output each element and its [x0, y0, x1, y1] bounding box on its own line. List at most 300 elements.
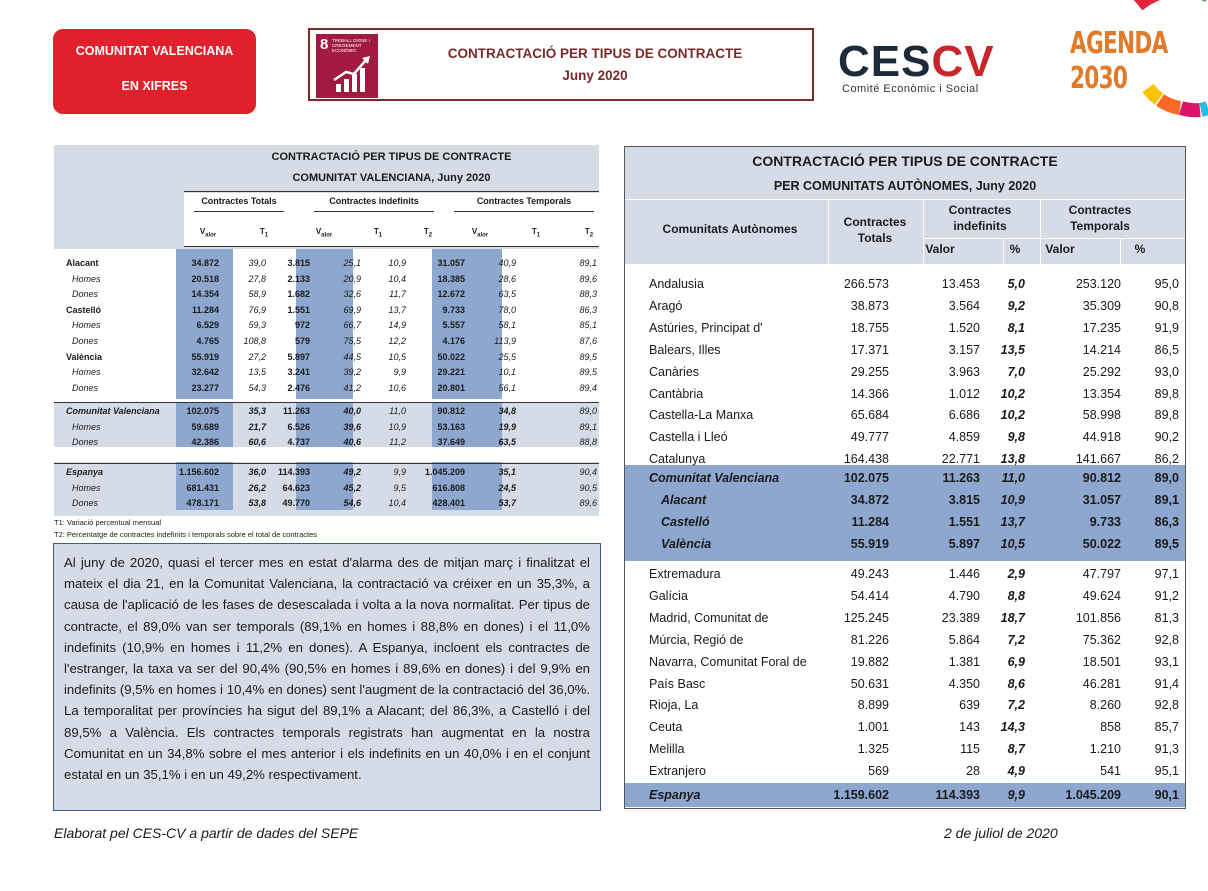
cell-tot: 8.899: [857, 698, 889, 713]
cell-ip: 8,7: [1007, 742, 1025, 757]
cell-tv: 541: [1100, 764, 1121, 779]
cell-iv: 1.520: [948, 320, 980, 335]
header-rule-bottom: [184, 246, 599, 247]
region-row: [625, 738, 1185, 760]
sdg-number: 8: [320, 36, 329, 53]
table-cell: 616.808: [432, 482, 465, 493]
cell-ip: 11,0: [1001, 471, 1025, 485]
cell-tv: 13.354: [1082, 386, 1121, 401]
table-cell: 9,5: [393, 482, 406, 493]
table-cell: 14.354: [191, 289, 219, 300]
report-title: CONTRACTACIÓ PER TIPUS DE CONTRACTE: [447, 46, 743, 61]
row-label: Dones: [72, 382, 99, 393]
cell-iv: 4.790: [948, 588, 980, 603]
table-cell: 25,5: [498, 351, 516, 362]
table-cell: 59.689: [191, 421, 219, 432]
table-cell: 5.557: [442, 320, 465, 331]
cell-iv: 3.963: [948, 364, 980, 379]
col-total: Contractes Totals: [843, 215, 907, 245]
table-cell: 5.897: [287, 351, 310, 362]
cell-ip: 4,9: [1007, 764, 1025, 779]
table-cell: 4.737: [287, 437, 310, 448]
table-cell: 40,6: [343, 437, 361, 448]
table-cell: 55.919: [191, 351, 219, 362]
group-rule: [194, 211, 284, 212]
column-header: $T_2$: [584, 227, 594, 239]
section-gap: [54, 447, 599, 462]
cell-name: Extranjero: [649, 764, 706, 779]
cell-name: Cantàbria: [649, 386, 704, 401]
cell-tp: 81,3: [1154, 610, 1179, 625]
cell-tot: 164.438: [843, 452, 889, 467]
table-cell: 9.733: [442, 304, 465, 315]
table-cell: 40,9: [498, 258, 516, 268]
table-cell: 89,0: [579, 406, 597, 416]
row-label: València: [66, 351, 103, 362]
regions-column-headers: [625, 200, 1185, 264]
table-cell: 86,3: [579, 304, 597, 315]
table-cell: 69,9: [343, 304, 361, 315]
cell-name: Aragó: [649, 298, 683, 313]
cell-tv: 44.918: [1082, 430, 1121, 445]
cell-tv: 14.214: [1082, 342, 1121, 357]
table-cell: 64.623: [282, 482, 310, 493]
table-cell: 23.277: [191, 382, 219, 393]
cell-tv: 49.624: [1082, 588, 1121, 603]
brand-subtitle: EN XIFRES: [121, 79, 188, 93]
region-row: [625, 716, 1185, 738]
table-cell: 89,1: [579, 421, 597, 432]
table-cell: 89,1: [579, 258, 597, 268]
table-cell: 10,9: [388, 421, 406, 432]
cell-tp: 90,8: [1154, 298, 1179, 313]
cell-iv: 639: [959, 698, 980, 713]
cell-iv: 114.393: [935, 788, 980, 802]
row-label: Dones: [72, 289, 99, 300]
table-cell: 53.163: [437, 421, 465, 432]
cell-ip: 7,2: [1007, 698, 1025, 713]
cell-ip: 8,1: [1007, 320, 1025, 335]
cescv-logo-subtitle: Comité Econòmic i Social: [842, 83, 979, 95]
cell-name: Ceuta: [649, 720, 683, 735]
table-cell: 428.401: [432, 498, 465, 509]
summary-text: Al juny de 2020, quasi el tercer mes en estat d'alarma des de mitjan març i finalitzat el mateix el dia 21, en la Comunitat Valenciana, la contractació va créixer en un 35,3%, a causa de l'aplicació de les fases de desescalada i volta a la nova normalitat. Per tipus de contracte, el 89,0% van ser temporals (89,1% en homes i 88,8% en dones) i el 11,0% indefinits (10,9% en homes i 11,2% en dones). A Espanya, incloent els contractes de l'estranger, la taxa va ser del 90,4% (90,5% en homes i 89,6% en dones) i del 9,9% en indefinits (9,5% en homes i 10,4% en dones) sent l'augment de la contractació del 36,0%. La temporalitat per províncies ha sigut del 89,1% a Alacant; del 86,3%, a Castelló i del 89,5% a València. Els contractes temporals registrats han augmentat en la nostra Comunitat en un 34,8% sobre el mes anterior i els indefinits en un 40,0% i en el conjunt estatal en un 35,1% i en un 49,2% respectivament.: [53, 543, 601, 811]
table-cell: 53,8: [248, 498, 266, 509]
cell-tot: 81.226: [850, 632, 889, 647]
table-cell: 10,9: [388, 258, 406, 268]
cell-name: Castella i Lleó: [649, 430, 728, 445]
cell-iv: 28: [966, 764, 980, 779]
regions-table-header: [625, 147, 1185, 199]
cell-iv: 13.453: [941, 277, 980, 291]
table-cell: 54,6: [343, 498, 361, 509]
sdg-label: TREBALL DIGNE I CREIXEMENT ECONÒMIC: [332, 38, 370, 53]
cell-ip: 10,2: [1000, 386, 1025, 401]
table-cell: 87,6: [579, 336, 597, 346]
region-row: [625, 383, 1185, 405]
table-cell: 579: [294, 336, 310, 346]
cell-iv: 1.446: [948, 567, 980, 581]
cell-tot: 19.882: [850, 654, 889, 669]
table-cell: 32,6: [343, 289, 361, 300]
cell-tp: 85,7: [1154, 720, 1179, 735]
cell-name: Catalunya: [649, 452, 706, 467]
row-label: Homes: [72, 320, 101, 331]
footnote-t2: T2: Percentatge de contractes indefinits i temporals sobre el total de contractes: [54, 530, 318, 539]
region-row: [625, 295, 1185, 317]
cell-tp: 90,1: [1154, 788, 1179, 802]
table-cell: 6.526: [287, 421, 310, 432]
regions-table-subtitle: PER COMUNITATS AUTÒNOMES, Juny 2020: [773, 179, 1037, 193]
cell-name: Múrcia, Regió de: [649, 632, 744, 647]
cell-tv: 141.667: [1075, 452, 1121, 467]
regions-table: [624, 146, 1186, 809]
table-cell: 34,8: [498, 406, 516, 416]
table-cell: 972: [294, 320, 310, 331]
cell-name: Comunitat Valenciana: [649, 471, 780, 485]
table-cell: 89,4: [579, 382, 597, 393]
province-table: [54, 145, 599, 516]
table-cell: 1.045.209: [424, 467, 465, 477]
cell-iv: 23.389: [941, 610, 980, 625]
region-row: [625, 673, 1185, 695]
cell-name: Andalusia: [649, 277, 704, 291]
col-indef-pct: %: [1009, 242, 1021, 256]
region-row: [625, 273, 1185, 295]
province-table-subtitle: COMUNITAT VALENCIANA, Juny 2020: [292, 172, 491, 184]
table-cell: 11.263: [282, 406, 310, 416]
cell-tot: 125.245: [843, 610, 889, 625]
table-cell: 108,8: [243, 336, 266, 346]
cell-tot: 1.159.602: [833, 788, 889, 802]
cell-tp: 93,0: [1154, 364, 1179, 379]
table-cell: 41,2: [343, 382, 361, 393]
table-cell: 39,2: [343, 367, 361, 378]
table-cell: 13,7: [388, 304, 406, 315]
table-cell: 27,2: [248, 351, 266, 362]
table-cell: 63,5: [498, 289, 516, 300]
row-label: Homes: [72, 482, 101, 493]
table-cell: 1.551: [287, 304, 310, 315]
table-cell: 44,5: [343, 351, 361, 362]
cell-tv: 50.022: [1082, 536, 1121, 551]
table-cell: 85,1: [579, 320, 597, 331]
region-row: [625, 563, 1185, 585]
region-row: [625, 629, 1185, 651]
col-temp-pct: %: [1134, 242, 1146, 256]
table-cell: 88,3: [579, 289, 597, 300]
cell-tp: 90,2: [1154, 430, 1179, 445]
cell-tot: 17.371: [850, 342, 889, 357]
cell-tp: 86,5: [1154, 342, 1179, 357]
table-cell: 3.815: [287, 258, 310, 268]
cell-name: Rioja, La: [649, 698, 699, 713]
row-label: Espanya: [66, 467, 104, 477]
cell-iv: 1.012: [948, 386, 980, 401]
table-cell: 88,8: [579, 437, 597, 448]
cell-ip: 10,5: [1000, 536, 1025, 551]
cell-tp: 91,4: [1154, 676, 1179, 691]
table-cell: 58,9: [248, 289, 266, 300]
cell-tp: 95,0: [1154, 277, 1179, 291]
cell-ip: 9,9: [1007, 788, 1025, 802]
cell-tv: 101.856: [1075, 610, 1121, 625]
brand-badge: [53, 29, 256, 114]
region-row: [625, 426, 1185, 448]
table-cell: 78,0: [498, 304, 516, 315]
cell-ip: 14,3: [1000, 720, 1025, 735]
table-cell: 90.812: [437, 406, 465, 416]
table-cell: 76,9: [248, 304, 266, 315]
table-cell: 13,5: [248, 367, 266, 378]
row-label: Homes: [72, 421, 101, 432]
region-row: [625, 694, 1185, 716]
table-cell: 45,2: [343, 482, 361, 493]
table-cell: 36,0: [248, 467, 266, 477]
cell-tv: 35.309: [1082, 298, 1121, 313]
column-header: $T_1$: [531, 227, 541, 239]
table-cell: 18.385: [437, 273, 465, 284]
cell-ip: 5,0: [1007, 277, 1025, 291]
group-header: Contractes Totals: [201, 196, 277, 206]
table-cell: 26,2: [248, 482, 266, 493]
cell-tot: 29.255: [850, 364, 889, 379]
table-cell: 42.386: [191, 437, 219, 448]
header-rule: [184, 191, 599, 192]
cell-ip: 6,9: [1007, 654, 1025, 669]
cell-ip: 2,9: [1007, 567, 1025, 581]
cell-tp: 95,1: [1154, 764, 1179, 779]
cell-name: Extremadura: [649, 567, 721, 581]
table-cell: 2.476: [287, 382, 310, 393]
cell-tp: 91,3: [1154, 742, 1179, 757]
report-period: Juny 2020: [562, 68, 628, 83]
spain-total-row: [625, 784, 1185, 806]
province-table-title: CONTRACTACIÓ PER TIPUS DE CONTRACTE: [271, 151, 512, 163]
table-cell: 11,7: [389, 289, 406, 300]
column-header: $V_{alor}$: [199, 227, 217, 239]
table-cell: 102.075: [186, 406, 219, 416]
cell-iv: 3.564: [948, 298, 980, 313]
cell-tot: 14.366: [850, 386, 889, 401]
region-row: [625, 760, 1185, 782]
cell-tv: 253.120: [1075, 277, 1121, 291]
table-cell: 6.529: [196, 320, 219, 331]
row-label: Homes: [72, 273, 101, 284]
table-cell: 478.171: [186, 498, 219, 509]
cell-ip: 13,8: [1000, 452, 1025, 467]
table-cell: 49,2: [343, 467, 361, 477]
table-cell: 39,0: [248, 258, 266, 268]
cell-ip: 8,8: [1007, 588, 1025, 603]
region-row: [625, 651, 1185, 673]
cell-ip: 10,2: [1000, 408, 1025, 423]
report-title-box: [308, 28, 814, 101]
cell-tp: 97,1: [1154, 567, 1179, 581]
table-cell: 10,1: [498, 367, 516, 378]
cescv-logo: CESCV Comité Econòmic i Social: [838, 37, 995, 95]
group-rule: [314, 211, 434, 212]
table-cell: 1.156.602: [179, 467, 220, 477]
table-cell: 27,8: [248, 273, 266, 284]
cell-name: Madrid, Comunitat de: [649, 610, 769, 625]
cell-iv: 115: [960, 742, 980, 757]
cell-tp: 89,8: [1154, 408, 1179, 423]
table-cell: 58,1: [498, 320, 516, 331]
table-cell: 9,9: [393, 367, 406, 378]
cell-tv: 58.998: [1082, 408, 1121, 423]
cell-ip: 13,7: [1000, 514, 1025, 529]
cell-tv: 858: [1100, 720, 1121, 735]
table-cell: 54,3: [248, 382, 266, 393]
cell-ip: 8,6: [1007, 676, 1025, 691]
table-cell: 20,9: [343, 273, 361, 284]
table-cell: 113,9: [494, 336, 516, 346]
cell-name: Galícia: [649, 588, 688, 603]
cell-iv: 4.350: [948, 676, 980, 691]
cell-tv: 17.235: [1082, 320, 1121, 335]
row-label: Dones: [72, 498, 99, 509]
publication-date: 2 de juliol de 2020: [944, 825, 1058, 841]
cell-tv: 1.045.209: [1065, 788, 1121, 802]
table-cell: 35,3: [248, 406, 266, 416]
cell-tot: 34.872: [850, 492, 889, 507]
table-cell: 24,5: [498, 482, 516, 493]
cv-row: [625, 467, 1185, 489]
table-cell: 49.770: [282, 498, 310, 509]
table-cell: 11,2: [389, 437, 406, 448]
cell-name: Melilla: [649, 742, 685, 757]
table-cell: 3.241: [287, 367, 310, 378]
cell-tp: 91,2: [1154, 588, 1179, 603]
footnote-t1: T1: Variació percentual mensual: [54, 518, 161, 527]
table-cell: 20.518: [191, 273, 219, 284]
cell-ip: 9,2: [1007, 298, 1025, 313]
table-cell: 37.649: [437, 437, 465, 448]
table-cell: 14,9: [388, 320, 406, 331]
cell-name: Navarra, Comunitat Foral de: [649, 654, 807, 669]
table-cell: 10,5: [388, 351, 406, 362]
cell-tot: 38.873: [850, 298, 889, 313]
table-cell: 90,5: [579, 482, 597, 493]
table-cell: 4.176: [442, 336, 465, 346]
cell-iv: 3.815: [948, 492, 980, 507]
cell-name: Alacant: [661, 492, 707, 507]
col-indef-value: Valor: [925, 242, 955, 256]
table-cell: 681.431: [186, 482, 219, 493]
table-cell: 2.133: [287, 273, 310, 284]
table-cell: 59,3: [248, 320, 266, 331]
cell-ip: 18,7: [1000, 610, 1025, 625]
cell-iv: 5.864: [948, 632, 980, 647]
group-header: Contractes indefinits: [329, 196, 419, 206]
row-label: Dones: [72, 437, 99, 448]
col-temporary: Contractes Temporals: [1068, 203, 1132, 233]
column-header: $T_1$: [259, 227, 269, 239]
cell-name: Canàries: [649, 364, 700, 379]
cell-iv: 1.551: [948, 514, 980, 529]
cell-tp: 92,8: [1154, 632, 1179, 647]
table-cell: 32.642: [191, 367, 219, 378]
region-row: [625, 317, 1185, 339]
region-row: [625, 339, 1185, 361]
cell-iv: 5.897: [948, 536, 980, 551]
table-cell: 12.672: [437, 289, 465, 300]
sdg-8-icon: [316, 34, 378, 98]
row-label: Alacant: [66, 258, 99, 268]
cell-tot: 11.284: [851, 514, 889, 529]
table-cell: 11,0: [389, 406, 406, 416]
cell-name: Balears, Illes: [649, 342, 721, 357]
cell-name: Espanya: [649, 788, 701, 802]
col-region: Comunitats Autònomes: [662, 222, 798, 236]
table-cell: 63,5: [498, 437, 516, 448]
cv-row: [625, 533, 1185, 555]
cell-tp: 89,1: [1154, 492, 1179, 507]
row-label: Homes: [72, 367, 101, 378]
cell-iv: 4.859: [948, 430, 980, 445]
row-label: Dones: [72, 336, 99, 346]
table-cell: 75,5: [343, 336, 361, 346]
agenda-logo-text: AGENDA 2030: [1070, 26, 1168, 96]
cell-tp: 92,8: [1154, 698, 1179, 713]
group-rule: [454, 211, 594, 212]
cell-tot: 49.243: [850, 567, 889, 581]
table-cell: 28,6: [498, 273, 516, 284]
cell-name: Castella-La Manxa: [649, 408, 754, 423]
cell-ip: 10,9: [1000, 492, 1025, 507]
table-cell: 9,9: [393, 467, 406, 477]
cell-tv: 18.501: [1082, 654, 1121, 669]
table-cell: 10,6: [388, 382, 406, 393]
cell-iv: 3.157: [948, 342, 980, 357]
table-cell: 89,5: [579, 351, 597, 362]
region-row: [625, 585, 1185, 607]
table-cell: 53,7: [498, 498, 516, 509]
row-label: Castelló: [66, 304, 102, 315]
cv-row: [625, 511, 1185, 533]
table-cell: 60,6: [248, 437, 266, 448]
col-indefinite: Contractes indefinits: [948, 203, 1012, 233]
table-cell: 56,1: [498, 382, 516, 393]
cell-tot: 50.631: [850, 676, 889, 691]
table-cell: 20.801: [437, 382, 465, 393]
table-cell: 66,7: [343, 320, 361, 331]
table-cell: 10,4: [388, 498, 406, 509]
table-cell: 31.057: [437, 258, 465, 268]
cell-tot: 102.075: [843, 471, 889, 485]
table-cell: 29.221: [437, 367, 465, 378]
cell-iv: 11.263: [942, 471, 980, 485]
cell-tv: 47.797: [1082, 567, 1121, 581]
region-row: [625, 607, 1185, 629]
cell-tot: 569: [868, 764, 889, 779]
source-note: Elaborat pel CES-CV a partir de dades del SEPE: [54, 825, 359, 841]
table-cell: 89,5: [579, 367, 597, 378]
cell-iv: 1.381: [948, 654, 980, 669]
table-cell: 10,4: [388, 273, 406, 284]
cell-tp: 89,0: [1154, 471, 1179, 485]
table-cell: 40,0: [343, 406, 361, 416]
table-cell: 34.872: [191, 258, 219, 268]
brand-title: COMUNITAT VALENCIANA: [75, 44, 234, 58]
table-cell: 4.765: [196, 336, 219, 346]
cell-name: Astúries, Principat d': [649, 320, 763, 335]
column-header: $V_{alor}$: [471, 227, 489, 239]
cell-tot: 1.001: [857, 720, 889, 735]
cell-tot: 266.573: [843, 277, 889, 291]
column-header: $T_1$: [373, 227, 383, 239]
